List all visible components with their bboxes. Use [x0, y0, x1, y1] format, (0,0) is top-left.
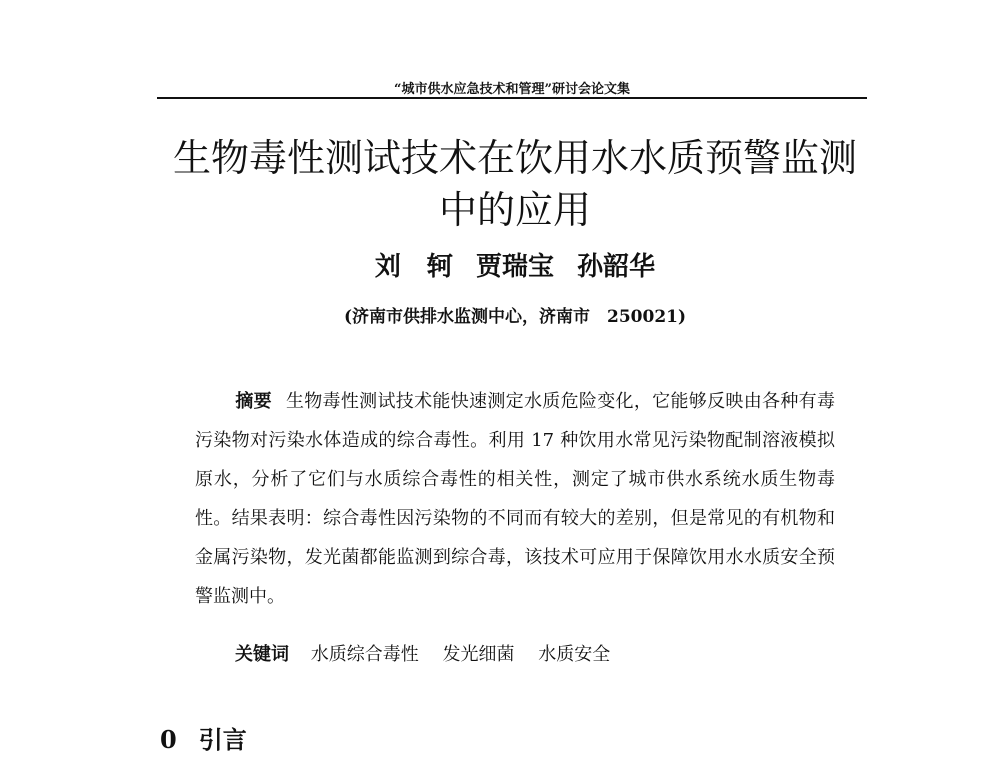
keywords [235, 640, 835, 666]
keyword-1: 水质综合毒性 [310, 644, 419, 665]
paper-title [100, 132, 930, 236]
section-number: 0 [160, 725, 177, 754]
running-header: “城市供水应急技术和管理”研讨会论文集 [394, 82, 630, 97]
author-1: 刘 轲 [374, 252, 453, 282]
author-list [100, 246, 930, 283]
keywords-label: 关键词 [235, 644, 289, 665]
title-line-1: 生物毒性测试技术在饮用水水质预警监测 [172, 136, 857, 180]
section-title: 引言 [198, 725, 247, 754]
affiliation: (济南市供排水监测中心，济南市 250021) [343, 307, 687, 327]
section-heading [160, 720, 247, 755]
abstract [195, 382, 835, 616]
abstract-text: 生物毒性测试技术能快速测定水质危险变化，它能够反映由各种有毒污染物对污染水体造成的综合毒性。利用 17 种饮用水常见污染物配制溶液模拟原水，分析了它们与水质综合毒性的相关性，测定了城市供水系统水质生物毒性。结果表明：综合毒性因污染物的不同而有较大的差别，但是常见的有机物和金属污染物，发光菌都能监测到综合毒，该技术可应用于保障饮用水水质安全预警监测中。 [195, 391, 835, 607]
keyword-2: 发光细菌 [442, 644, 515, 665]
title-line-2: 中的应用 [438, 188, 591, 232]
author-2: 贾瑞宝 [475, 252, 554, 282]
abstract-label: 摘要 [235, 391, 272, 412]
keyword-3: 水质安全 [538, 644, 611, 665]
author-3: 孙韶华 [577, 252, 656, 282]
header-rule [157, 97, 867, 99]
